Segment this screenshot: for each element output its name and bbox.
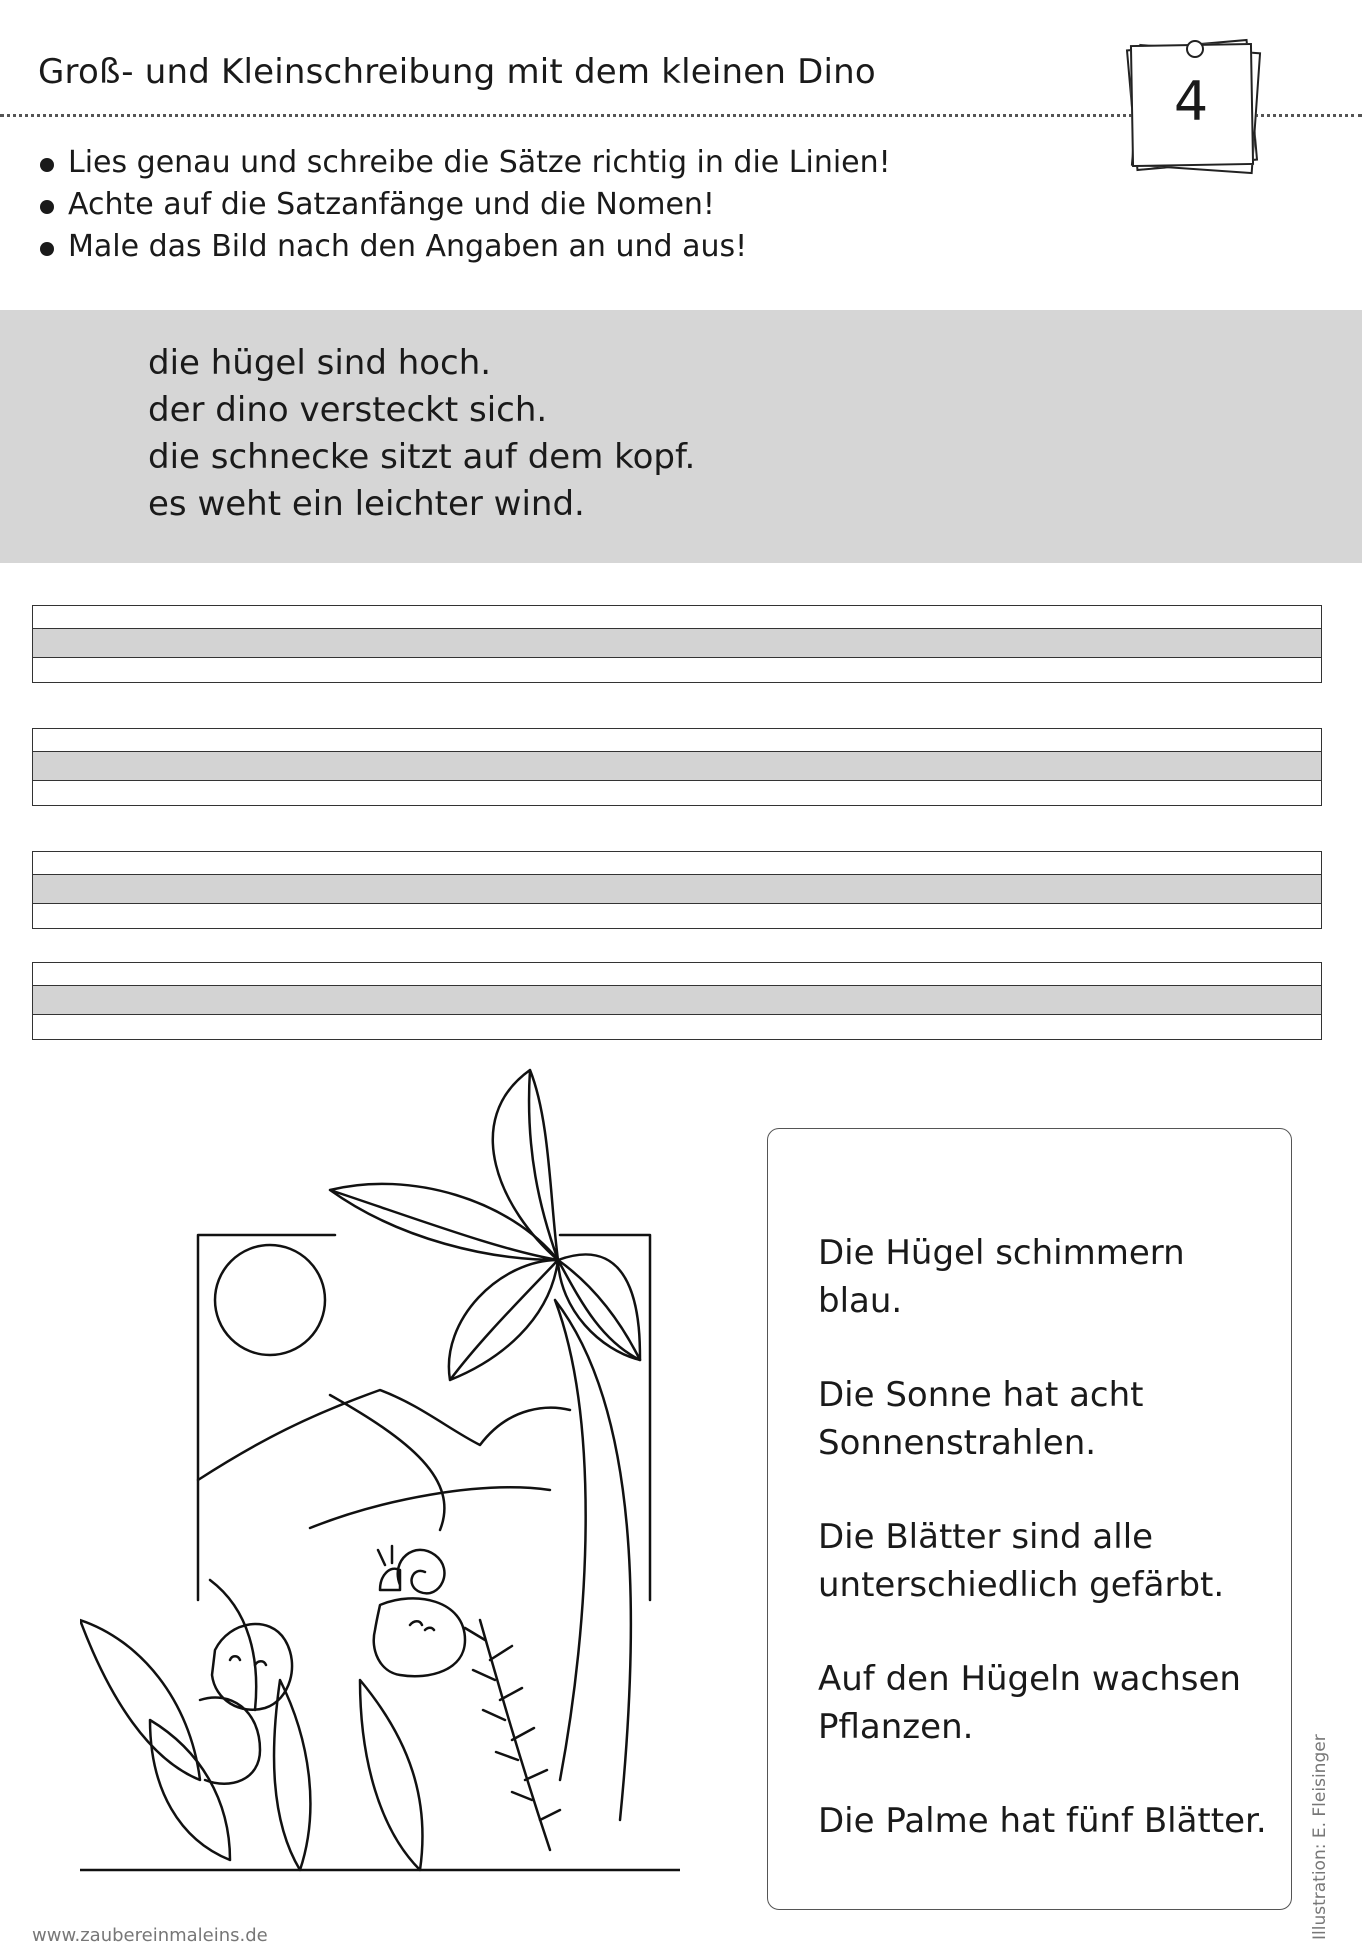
coloring-task bbox=[818, 1513, 1278, 1609]
writing-line-middle-band bbox=[33, 628, 1321, 658]
coloring-task-line: Auf den Hügeln wachsen bbox=[818, 1659, 1241, 1699]
writing-line-1[interactable] bbox=[32, 605, 1322, 683]
sheet-number-badge bbox=[1115, 18, 1275, 178]
coloring-task bbox=[818, 1371, 1278, 1467]
writing-line-4[interactable] bbox=[32, 962, 1322, 1040]
sun-outline bbox=[215, 1245, 325, 1355]
coloring-picture[interactable] bbox=[80, 1060, 680, 1880]
palm-trunk bbox=[555, 1300, 631, 1820]
instruction-list bbox=[40, 142, 891, 268]
palm-leaf bbox=[558, 1254, 640, 1360]
pin-icon bbox=[1186, 40, 1204, 58]
source-sentence: die hügel sind hoch. bbox=[148, 343, 492, 383]
coloring-task-line: Die Sonne hat acht bbox=[818, 1375, 1144, 1415]
source-sentence: die schnecke sitzt auf dem kopf. bbox=[148, 437, 696, 477]
writing-line-middle-band bbox=[33, 751, 1321, 781]
writing-line-middle-band bbox=[33, 985, 1321, 1015]
page-title: Groß- und Kleinschreibung mit dem kleinen Dino bbox=[38, 52, 876, 92]
instruction-item: Lies genau und schreibe die Sätze richtig in die Linien! bbox=[40, 142, 891, 184]
coloring-task-line: Sonnenstrahlen. bbox=[818, 1423, 1097, 1463]
palm-leaf bbox=[449, 1260, 558, 1380]
plant-leaf bbox=[80, 1620, 200, 1780]
coloring-task bbox=[818, 1229, 1278, 1325]
picture-frame bbox=[198, 1235, 650, 1600]
coloring-task-line: Die Palme hat fünf Blätter. bbox=[818, 1801, 1267, 1841]
coloring-task-line: Pflanzen. bbox=[818, 1707, 974, 1747]
hill-outline bbox=[198, 1390, 570, 1530]
source-sentence-list bbox=[148, 340, 695, 528]
plant-leaf bbox=[360, 1680, 423, 1870]
sheet-number: 4 bbox=[1173, 70, 1209, 133]
instruction-item: Male das Bild nach den Angaben an und aus! bbox=[40, 226, 891, 268]
coloring-task-list bbox=[818, 1229, 1278, 1891]
source-sentence: es weht ein leichter wind. bbox=[148, 484, 585, 524]
palm-leaf bbox=[558, 1260, 640, 1360]
source-sentence: der dino versteckt sich. bbox=[148, 390, 548, 430]
coloring-task-line: unterschiedlich gefärbt. bbox=[818, 1565, 1225, 1605]
footer-url[interactable]: www.zaubereinmaleins.de bbox=[32, 1925, 268, 1946]
palm-leaf bbox=[493, 1070, 558, 1260]
coloring-task bbox=[818, 1655, 1278, 1751]
snail-outline bbox=[378, 1546, 444, 1593]
writing-line-2[interactable] bbox=[32, 728, 1322, 806]
instruction-item: Achte auf die Satzanfänge und die Nomen! bbox=[40, 184, 891, 226]
coloring-task-line: Die Hügel schimmern blau. bbox=[818, 1233, 1185, 1321]
plant-leaf bbox=[274, 1680, 310, 1870]
plant-leaf bbox=[150, 1720, 230, 1860]
writing-line-middle-band bbox=[33, 874, 1321, 904]
coloring-task-line: Die Blätter sind alle bbox=[818, 1517, 1154, 1557]
illustration-credit: Illustration: E. Fleisinger bbox=[1310, 1734, 1330, 1940]
writing-line-3[interactable] bbox=[32, 851, 1322, 929]
coloring-task bbox=[818, 1797, 1278, 1845]
fern-stem bbox=[480, 1620, 550, 1850]
coloring-instructions-box bbox=[767, 1128, 1292, 1910]
fern-fronds bbox=[465, 1628, 560, 1820]
dino-friend-outline bbox=[374, 1598, 465, 1676]
